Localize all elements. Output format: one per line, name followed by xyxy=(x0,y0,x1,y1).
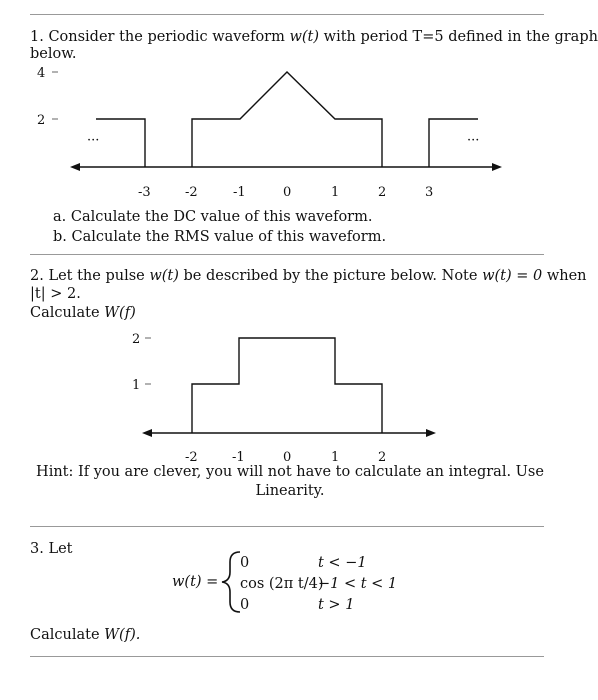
q2-w-of-t: w(t) xyxy=(149,268,179,284)
q3-case2-cond: −1 < t < 1 xyxy=(318,576,398,592)
q1-w-of-t: w(t) xyxy=(289,29,320,45)
q1-line2: below. xyxy=(30,46,77,62)
q3-case1-val: 0 xyxy=(240,555,250,571)
q2-line1-suffix: when xyxy=(546,268,587,284)
q1-item-a: a. Calculate the DC value of this waveform. xyxy=(53,209,373,225)
q2-y-tick-1: 1 xyxy=(132,378,141,393)
q1-x-tick-1: 1 xyxy=(331,185,340,200)
q1-x-tick-3: 3 xyxy=(425,185,434,200)
q2-x-tick-1: 1 xyxy=(331,450,340,465)
q2-x-tick-neg2: -2 xyxy=(185,450,198,465)
q1-x-tick-neg3: -3 xyxy=(138,185,151,200)
q2-x-tick-0: 0 xyxy=(283,450,292,465)
q1-line1-prefix: 1. Consider the periodic waveform xyxy=(30,29,285,45)
q1-ellipsis-left: ··· xyxy=(87,133,100,148)
q1-x-tick-neg2: -2 xyxy=(185,185,198,200)
q3-calc-prefix: Calculate xyxy=(30,627,100,643)
q1-line1-suffix: with period T=5 defined in the graph xyxy=(323,29,598,45)
q3-case2-val: cos (2π t/4) xyxy=(240,576,324,592)
q1-ellipsis-right: ··· xyxy=(467,133,480,148)
q1-y-tick-4: 4 xyxy=(37,66,46,81)
q1-x-tick-2: 2 xyxy=(378,185,387,200)
q2-line2: |t| > 2. xyxy=(30,286,81,302)
q2-hint-line1: Hint: If you are clever, you will not have to calculate an integral. Use xyxy=(36,464,544,480)
q3-lhs: w(t) = xyxy=(172,574,219,590)
q1-x-tick-0: 0 xyxy=(283,185,292,200)
q3-Wf: W(f). xyxy=(104,627,141,643)
q3-left-brace xyxy=(222,552,240,612)
q3-case1-cond: t < −1 xyxy=(318,555,367,571)
q2-y-tick-2: 2 xyxy=(132,332,141,347)
q2-hint-line2: Linearity. xyxy=(255,483,325,499)
q2-eq: w(t) = 0 xyxy=(482,268,543,284)
q2-line1-mid: be described by the picture below. Note xyxy=(183,268,478,284)
q1-item-b: b. Calculate the RMS value of this waveform. xyxy=(53,229,387,245)
q1-y-tick-2: 2 xyxy=(37,113,46,128)
q3-label: 3. Let xyxy=(30,541,73,557)
q2-Wf: W(f) xyxy=(104,305,136,321)
q1-x-tick-neg1: -1 xyxy=(233,185,246,200)
q3-case3-val: 0 xyxy=(240,597,250,613)
q3-case3-cond: t > 1 xyxy=(318,597,355,613)
q3-calc xyxy=(30,626,140,644)
q2-x-tick-2: 2 xyxy=(378,450,387,465)
q2-calc-prefix: Calculate xyxy=(30,305,100,321)
q2-line1-prefix: 2. Let the pulse xyxy=(30,268,145,284)
q2-x-tick-neg1: -1 xyxy=(232,450,245,465)
